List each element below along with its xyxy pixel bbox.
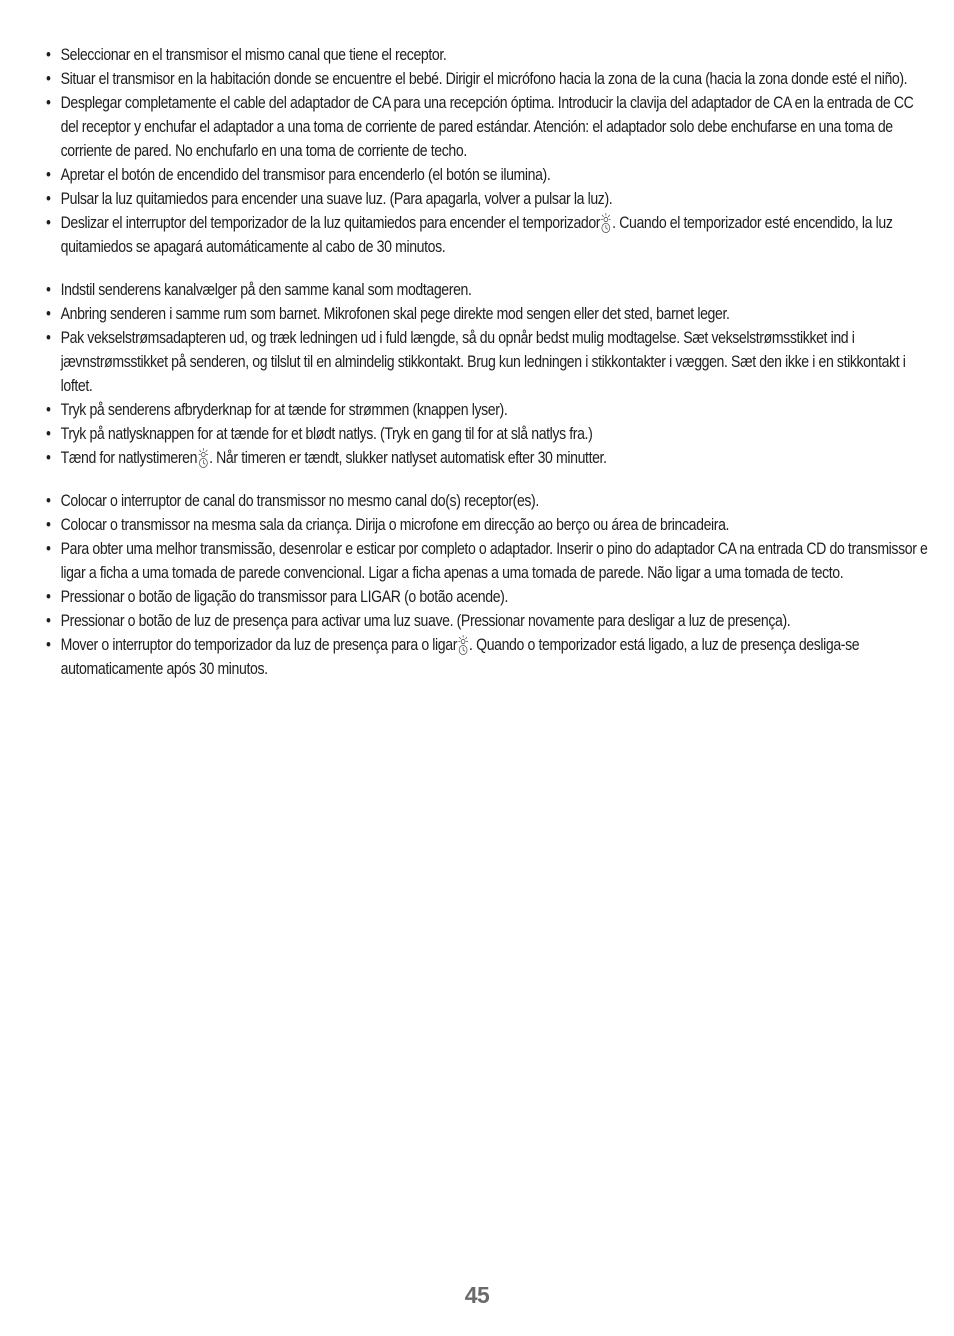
list-item bbox=[46, 163, 928, 187]
list-item bbox=[46, 91, 928, 163]
list-item bbox=[46, 422, 928, 446]
section-spanish bbox=[46, 43, 914, 259]
list-item bbox=[46, 446, 928, 470]
item-text: Pak vekselstrømsadapteren ud, og træk ledningen ud i fuld længde, så du opnår bedst mulig modtagelse. Sæt vekselstrømsstikket ind i jævnstrømsstikket på senderen, og tilslut til en almindelig stikkontakt. Brug kun ledningen i stikkontakter i væggen. Sæt den ikke i en stikkontakt i loftet. bbox=[60, 329, 906, 395]
bullet: • bbox=[46, 46, 51, 64]
bullet: • bbox=[46, 425, 51, 443]
bullet: • bbox=[46, 636, 51, 654]
nightlight-timer-icon bbox=[198, 447, 208, 469]
item-text: Pressionar o botão de luz de presença para activar uma luz suave. (Pressionar novamente para desligar a luz de presença). bbox=[60, 612, 791, 630]
bullet: • bbox=[46, 70, 51, 88]
bullet: • bbox=[46, 449, 51, 467]
list-item bbox=[46, 302, 928, 326]
bullet: • bbox=[46, 540, 51, 558]
list-item bbox=[46, 609, 928, 633]
list-item bbox=[46, 398, 928, 422]
item-text: Indstil senderens kanalvælger på den samme kanal som modtageren. bbox=[60, 281, 472, 299]
bullet: • bbox=[46, 588, 51, 606]
list-item bbox=[46, 326, 928, 398]
item-text: Colocar o transmissor na mesma sala da criança. Dirija o microfone em direcção ao berço ou área de brincadeira. bbox=[60, 516, 730, 534]
bullet: • bbox=[46, 329, 51, 347]
list-item bbox=[46, 585, 928, 609]
list-item bbox=[46, 211, 928, 259]
section-portuguese bbox=[46, 489, 928, 681]
section-danish bbox=[46, 278, 914, 470]
list-item bbox=[46, 513, 928, 537]
item-text: Apretar el botón de encendido del transmisor para encenderlo (el botón se ilumina). bbox=[60, 166, 551, 184]
item-text: Mover o interruptor do temporizador da luz de presença para o ligar bbox=[60, 636, 458, 654]
bullet: • bbox=[46, 214, 51, 232]
list-item bbox=[46, 43, 928, 67]
item-text: Seleccionar en el transmisor el mismo canal que tiene el receptor. bbox=[60, 46, 447, 64]
item-text: Para obter uma melhor transmissão, desenrolar e esticar por completo o adaptador. Inserir o pino do adaptador CA na entrada CD do transmissor e ligar a ficha a uma tomada de parede convencional. Ligar a ficha apenas a uma tomada de parede. Não ligar a uma tomada de tecto. bbox=[60, 540, 928, 582]
bullet: • bbox=[46, 94, 51, 112]
bullet: • bbox=[46, 516, 51, 534]
item-text: Tryk på natlysknappen for at tænde for et blødt natlys. (Tryk en gang til for at slå natlys fra.) bbox=[60, 425, 593, 443]
page-number: 45 bbox=[464, 1282, 490, 1308]
item-text: Tryk på senderens afbryderknap for at tænde for strømmen (knappen lyser). bbox=[60, 401, 508, 419]
item-text-continued: . Quando o temporizador está ligado, a luz de presença desliga-se automaticamente após 30 minutos. bbox=[60, 636, 860, 678]
list-item bbox=[46, 489, 928, 513]
list-item bbox=[46, 187, 928, 211]
item-text: Tænd for natlystimeren bbox=[60, 449, 198, 467]
list-item bbox=[46, 278, 928, 302]
instructions-content bbox=[46, 43, 928, 700]
bullet: • bbox=[46, 281, 51, 299]
item-text: Desplegar completamente el cable del adaptador de CA para una recepción óptima. Introducir la clavija del adaptador de CA en la entrada de CC del receptor y enchufar el adaptador a una toma de corriente de pared estándar. Atención: el adaptador solo debe enchufarse en una toma de corriente de pared. No enchufarlo en una toma de corriente de techo. bbox=[60, 94, 914, 160]
item-text: Pressionar o botão de ligação do transmissor para LIGAR (o botão acende). bbox=[60, 588, 508, 606]
item-text-continued: . Cuando el temporizador esté encendido, la luz quitamiedos se apagará automáticamente al cabo de 30 minutos. bbox=[60, 214, 893, 256]
bullet: • bbox=[46, 612, 51, 630]
item-text: Pulsar la luz quitamiedos para encender una suave luz. (Para apagarla, volver a pulsar la luz). bbox=[60, 190, 613, 208]
item-text: Deslizar el interruptor del temporizador de la luz quitamiedos para encender el temporizador bbox=[60, 214, 601, 232]
list-item bbox=[46, 67, 928, 91]
list-item bbox=[46, 537, 928, 585]
item-text: Situar el transmisor en la habitación donde se encuentre el bebé. Dirigir el micrófono hacia la zona de la cuna (hacia la zona donde esté el niño). bbox=[60, 70, 908, 88]
bullet: • bbox=[46, 401, 51, 419]
item-text: Anbring senderen i samme rum som barnet. Mikrofonen skal pege direkte mod sengen eller det sted, barnet leger. bbox=[60, 305, 730, 323]
bullet: • bbox=[46, 190, 51, 208]
item-text-continued: . Når timeren er tændt, slukker natlyset automatisk efter 30 minutter. bbox=[209, 449, 607, 467]
bullet: • bbox=[46, 492, 51, 510]
item-text: Colocar o interruptor de canal do transmissor no mesmo canal do(s) receptor(es). bbox=[60, 492, 539, 510]
bullet: • bbox=[46, 305, 51, 323]
nightlight-timer-icon bbox=[601, 212, 611, 234]
nightlight-timer-icon bbox=[458, 634, 468, 656]
list-item bbox=[46, 633, 928, 681]
bullet: • bbox=[46, 166, 51, 184]
